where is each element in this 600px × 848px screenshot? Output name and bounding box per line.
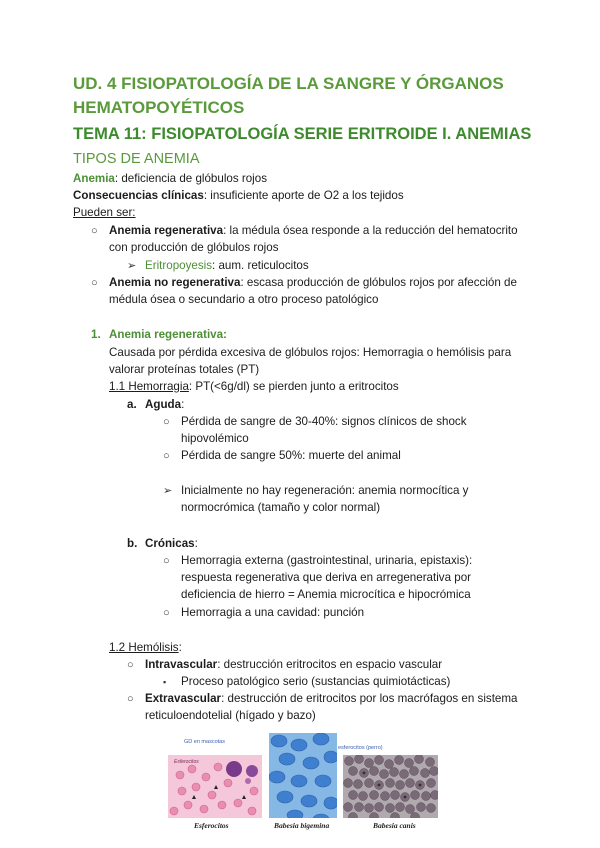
arrow-bullet-icon: ➢: [163, 485, 173, 497]
circle-bullet-icon: ○: [127, 693, 134, 705]
extravascular-item: Extravascular: destrucción de eritrocitos por los macrófagos en sistema: [145, 692, 518, 705]
hemorragia-line: 1.1 Hemorragia: PT(<6g/dl) se pierden junto a eritrocitos: [109, 380, 399, 393]
figure-label-right: esferocitos (perro): [338, 745, 383, 751]
circle-bullet-icon: ○: [163, 450, 170, 462]
section-title: TIPOS DE ANEMIA: [73, 151, 200, 167]
arrow-bullet-icon: ➢: [127, 260, 137, 272]
aguda-item-2: Pérdida de sangre 50%: muerte del animal: [181, 449, 401, 462]
aguda-item-3: Inicialmente no hay regeneración: anemia normocítica y: [181, 484, 469, 497]
regenerativa-number: 1.: [91, 328, 101, 341]
aguda-heading: Aguda:: [145, 398, 185, 411]
no-regenerativa-item-cont: médula ósea o secundario a otro proceso patológico: [109, 293, 379, 306]
intravascular-sub-item: Proceso patológico serio (sustancias quimiotácticas): [181, 675, 451, 688]
regenerativa-heading: Anemia regenerativa:: [109, 328, 227, 341]
consecuencias-definition: Consecuencias clínicas: insuficiente aporte de O2 a los tejidos: [73, 189, 404, 202]
blood-smear-figure: [168, 733, 438, 830]
caption-esferocitos: Esferocitos: [194, 821, 229, 830]
hemolisis-heading: 1.2 Hemólisis:: [109, 641, 182, 654]
intravascular-item: Intravascular: destrucción eritrocitos en espacio vascular: [145, 658, 443, 671]
aguda-item-1-cont: hipovolémico: [181, 432, 249, 445]
babesia-canis-image: [343, 755, 438, 818]
circle-bullet-icon: ○: [91, 225, 98, 237]
cronica-item-2: Hemorragia a una cavidad: punción: [181, 606, 365, 619]
regenerativa-cause-cont: valorar proteínas totales (PT): [109, 363, 260, 376]
neutrophil-cell: [226, 761, 242, 777]
cronica-letter: b.: [127, 537, 138, 550]
aguda-item-1: Pérdida de sangre de 30-40%: signos clínicos de shock: [181, 415, 467, 428]
cronica-heading: Crónicas:: [145, 537, 198, 550]
esferocitos-image: [168, 755, 262, 818]
cronica-item-1: Hemorragia externa (gastrointestinal, urinaria, epistaxis):: [181, 554, 473, 567]
no-regenerativa-item: Anemia no regenerativa: escasa producción de glóbulos rojos por afección de: [109, 276, 517, 289]
circle-bullet-icon: ○: [163, 607, 170, 619]
aguda-item-3-cont: normocrómica (tamaño y color normal): [181, 501, 381, 514]
cronica-item-1-cont2: deficiencia de hierro = Anemia microcítica e hipocrómica: [181, 588, 471, 601]
circle-bullet-icon: ○: [163, 555, 170, 567]
anemia-definition: Anemia: deficiencia de glóbulos rojos: [73, 172, 267, 185]
caption-babesia-bigemina: Babesia bigemina: [274, 821, 330, 830]
regenerativa-item-cont: con producción de glóbulos rojos: [109, 241, 279, 254]
regenerativa-cause: Causada por pérdida excesiva de glóbulos rojos: Hemorragia o hemólisis para: [109, 346, 512, 359]
figure-label-left: GD en mascotas: [184, 739, 225, 745]
caption-babesia-canis: Babesia canis: [373, 821, 416, 830]
pueden-ser: Pueden ser:: [73, 206, 136, 219]
cronica-item-1-cont: respuesta regenerativa que deriva en arregenerativa por: [181, 571, 472, 584]
esferocitos-inner-label: Esferocitos: [174, 759, 199, 765]
aguda-letter: a.: [127, 398, 137, 411]
regenerativa-item: Anemia regenerativa: la médula ósea responde a la reducción del hematocrito: [109, 224, 518, 237]
extravascular-item-cont: reticuloendotelial (hígado y bazo): [145, 709, 316, 722]
eritropoyesis-item: Eritropoyesis: aum. reticulocitos: [145, 259, 309, 272]
babesia-bigemina-image: [269, 733, 337, 818]
unit-title: UD. 4 FISIOPATOLOGÍA DE LA SANGRE Y ÓRGANOS HEMATOPOYÉTICOS: [73, 74, 504, 117]
circle-bullet-icon: ○: [163, 416, 170, 428]
topic-title: TEMA 11: FISIOPATOLOGÍA SERIE ERITROIDE I. ANEMIAS: [73, 125, 532, 143]
circle-bullet-icon: ○: [91, 277, 98, 289]
square-bullet-icon: ▪: [163, 677, 167, 687]
circle-bullet-icon: ○: [127, 659, 134, 671]
